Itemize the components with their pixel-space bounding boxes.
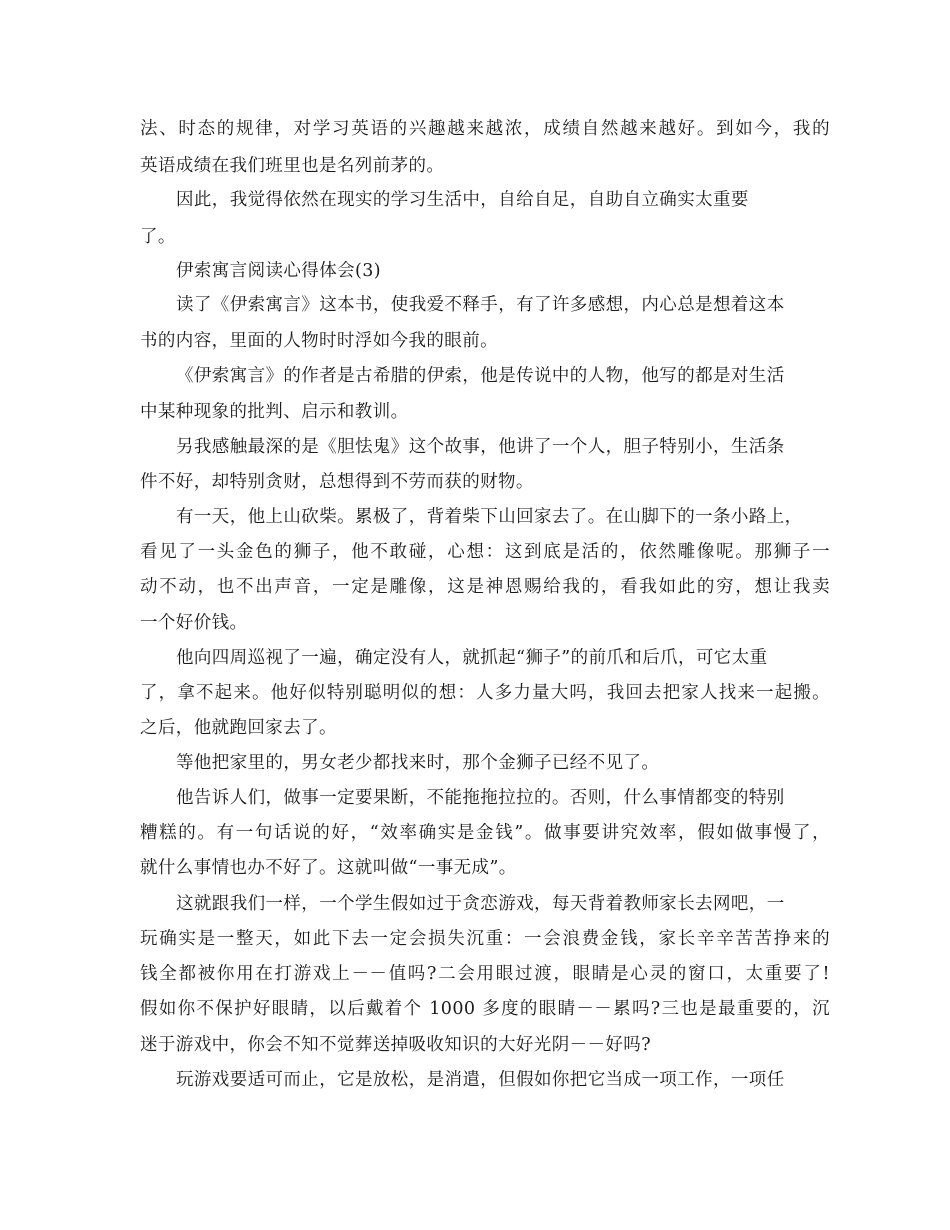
text-line: 假如你不保护好眼睛，以后戴着个 1000 多度的眼睛－－累吗?三也是最重要的，沉 bbox=[140, 999, 830, 1019]
text-line: 中某种现象的批判、启示和教训。 bbox=[140, 402, 409, 422]
text-line: 玩确实是一整天，如此下去一定会损失沉重：一会浪费金钱，家长辛辛苦苦挣来的 bbox=[140, 929, 830, 949]
text-line: 这就跟我们一样，一个学生假如过于贪恋游戏，每天背着教师家长去网吧，一 bbox=[176, 894, 785, 914]
text-line: 动不动，也不出声音，一定是雕像，这是神恩赐给我的，看我如此的穷，想让我卖 bbox=[140, 577, 830, 597]
text-line: 因此，我觉得依然在现实的学习生活中，自给自足，自助自立确实太重要 bbox=[176, 190, 749, 210]
text-line: 另我感触最深的是《胆怯鬼》这个故事，他讲了一个人，胆子特别小，生活条 bbox=[176, 437, 785, 457]
text-line: 玩游戏要适可而止，它是放松，是消遣，但假如你把它当成一项工作，一项任 bbox=[176, 1070, 785, 1090]
text-line: 就什么事情也办不好了。这就叫做“一事无成”。 bbox=[140, 858, 517, 878]
text-line: 件不好，却特别贪财，总想得到不劳而获的财物。 bbox=[140, 472, 534, 492]
text-line: 等他把家里的，男女老少都找来时，那个金狮子已经不见了。 bbox=[176, 753, 660, 773]
text-line: 法、时态的规律，对学习英语的兴趣越来越浓，成绩自然越来越好。到如今，我的 bbox=[140, 119, 830, 139]
text-line: 之后，他就跑回家去了。 bbox=[140, 718, 337, 738]
text-line: 糟糕的。有一句话说的好，“效率确实是金钱”。做事要讲究效率，假如做事慢了， bbox=[140, 823, 830, 843]
section-heading: 伊索寓言阅读心得体会(3) bbox=[176, 261, 381, 281]
text-line: 了，拿不起来。他好似特别聪明似的想：人多力量大吗，我回去把家人找来一起搬。 bbox=[140, 683, 830, 703]
text-line: 看见了一头金色的狮子，他不敢碰，心想：这到底是活的，依然雕像呢。那狮子一 bbox=[140, 542, 830, 562]
text-line: 迷于游戏中，你会不知不觉葬送掉吸收知识的大好光阴－－好吗? bbox=[140, 1035, 651, 1055]
text-line: 一个好价钱。 bbox=[140, 613, 248, 633]
text-line: 英语成绩在我们班里也是名列前茅的。 bbox=[140, 156, 445, 176]
text-line: 他向四周巡视了一遍，确定没有人，就抓起“狮子”的前爪和后爪，可它太重 bbox=[176, 648, 768, 668]
text-line: 《伊索寓言》的作者是古希腊的伊索，他是传说中的人物，他写的都是对生活 bbox=[176, 366, 785, 386]
text-line: 读了《伊索寓言》这本书，使我爱不释手，有了许多感想，内心总是想着这本 bbox=[176, 295, 785, 315]
text-line: 钱全都被你用在打游戏上－－值吗?二会用眼过渡，眼睛是心灵的窗口，太重要了! bbox=[140, 964, 830, 984]
text-line: 有一天，他上山砍柴。累极了，背着柴下山回家去了。在山脚下的一条小路上， bbox=[176, 507, 803, 527]
text-line: 书的内容，里面的人物时时浮如今我的眼前。 bbox=[140, 331, 498, 351]
text-line: 了。 bbox=[140, 227, 176, 247]
text-line: 他告诉人们，做事一定要果断，不能拖拖拉拉的。否则，什么事情都变的特别 bbox=[176, 788, 785, 808]
